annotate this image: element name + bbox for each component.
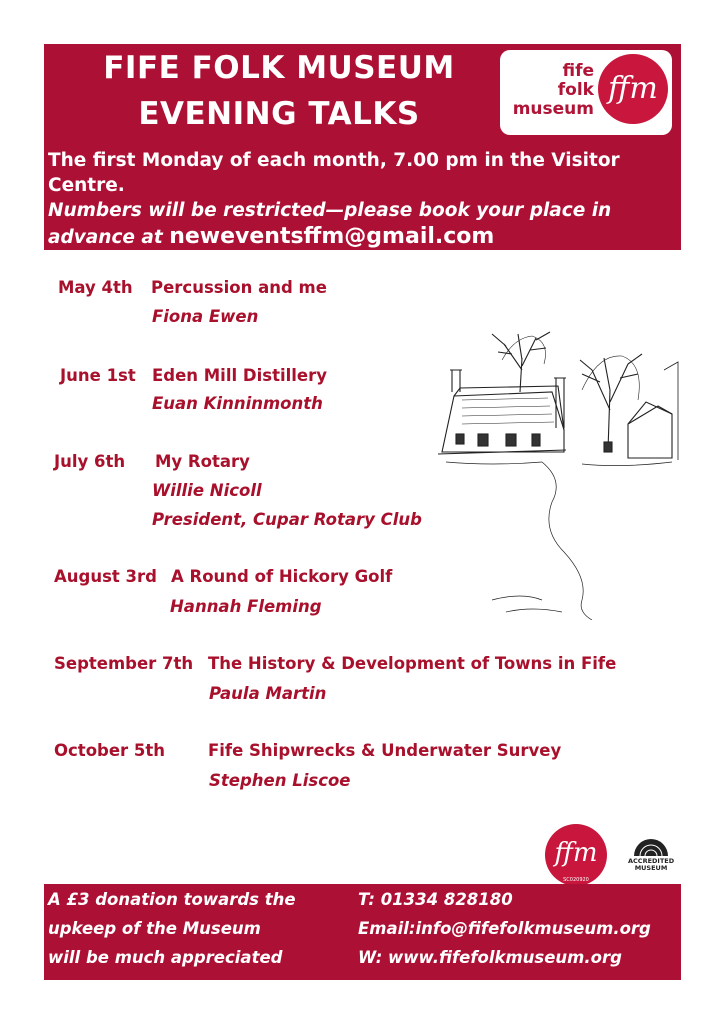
event-speaker: Willie Nicoll bbox=[152, 481, 262, 500]
outbuilding-sketch bbox=[604, 362, 678, 460]
tree-right-sketch bbox=[580, 354, 642, 450]
ffm-badge: ffm SC020920 bbox=[545, 824, 607, 886]
charity-number: SC020920 bbox=[563, 877, 589, 883]
event-title: Fife Shipwrecks & Underwater Survey bbox=[208, 741, 562, 760]
contact-email[interactable]: Email:info@fifefolkmuseum.org bbox=[358, 919, 651, 938]
event-date: September 7th bbox=[54, 654, 194, 673]
event-date: August 3rd bbox=[54, 567, 157, 586]
path-sketch bbox=[446, 462, 672, 620]
title-line2: EVENING TALKS bbox=[138, 96, 420, 132]
event-title: Percussion and me bbox=[151, 278, 327, 297]
accredited-arc-icon bbox=[628, 836, 674, 858]
tree-left-sketch bbox=[492, 332, 550, 392]
booking-note: Numbers will be restricted—please book your place in advance at neweventsffm@gmail.com bbox=[48, 200, 612, 249]
event-title: My Rotary bbox=[155, 452, 250, 471]
event-speaker: Hannah Fleming bbox=[170, 597, 322, 616]
event-speaker: Stephen Liscoe bbox=[209, 771, 351, 790]
schedule-text: The first Monday of each month, 7.00 pm in the Visitor Centre. bbox=[48, 150, 620, 196]
logo-mark: ffm bbox=[598, 54, 668, 124]
donation-line3: will be much appreciated bbox=[48, 948, 283, 967]
event-speaker: Fiona Ewen bbox=[152, 307, 259, 326]
event-date: June 1st bbox=[60, 366, 136, 385]
event-date: October 5th bbox=[54, 741, 166, 760]
event-date: July 6th bbox=[54, 452, 126, 471]
footer-banner bbox=[44, 884, 681, 980]
header-banner bbox=[44, 44, 681, 250]
booking-email[interactable]: neweventsffm@gmail.com bbox=[169, 224, 495, 249]
cottage-sketch bbox=[438, 370, 566, 454]
phone-number: T: 01334 828180 bbox=[358, 890, 513, 909]
event-speaker: Euan Kinninmonth bbox=[152, 394, 323, 413]
donation-line1: A £3 donation towards the bbox=[48, 890, 296, 909]
event-speaker: Paula Martin bbox=[209, 684, 327, 703]
event-title: Eden Mill Distillery bbox=[152, 366, 328, 385]
event-date: May 4th bbox=[58, 278, 133, 297]
accredited-museum-badge: ACCREDITED MUSEUM bbox=[628, 836, 674, 878]
donation-line2: upkeep of the Museum bbox=[48, 919, 261, 938]
title-line1: FIFE FOLK MUSEUM bbox=[103, 50, 455, 86]
logo-text: fife folk museum bbox=[512, 61, 594, 119]
cottage-sketch-illustration bbox=[432, 330, 682, 620]
event-role: President, Cupar Rotary Club bbox=[152, 510, 422, 529]
event-title: A Round of Hickory Golf bbox=[171, 567, 393, 586]
event-title: The History & Development of Towns in Fife bbox=[208, 654, 617, 673]
museum-logo bbox=[500, 50, 672, 135]
website-link[interactable]: W: www.fifefolkmuseum.org bbox=[358, 948, 622, 967]
